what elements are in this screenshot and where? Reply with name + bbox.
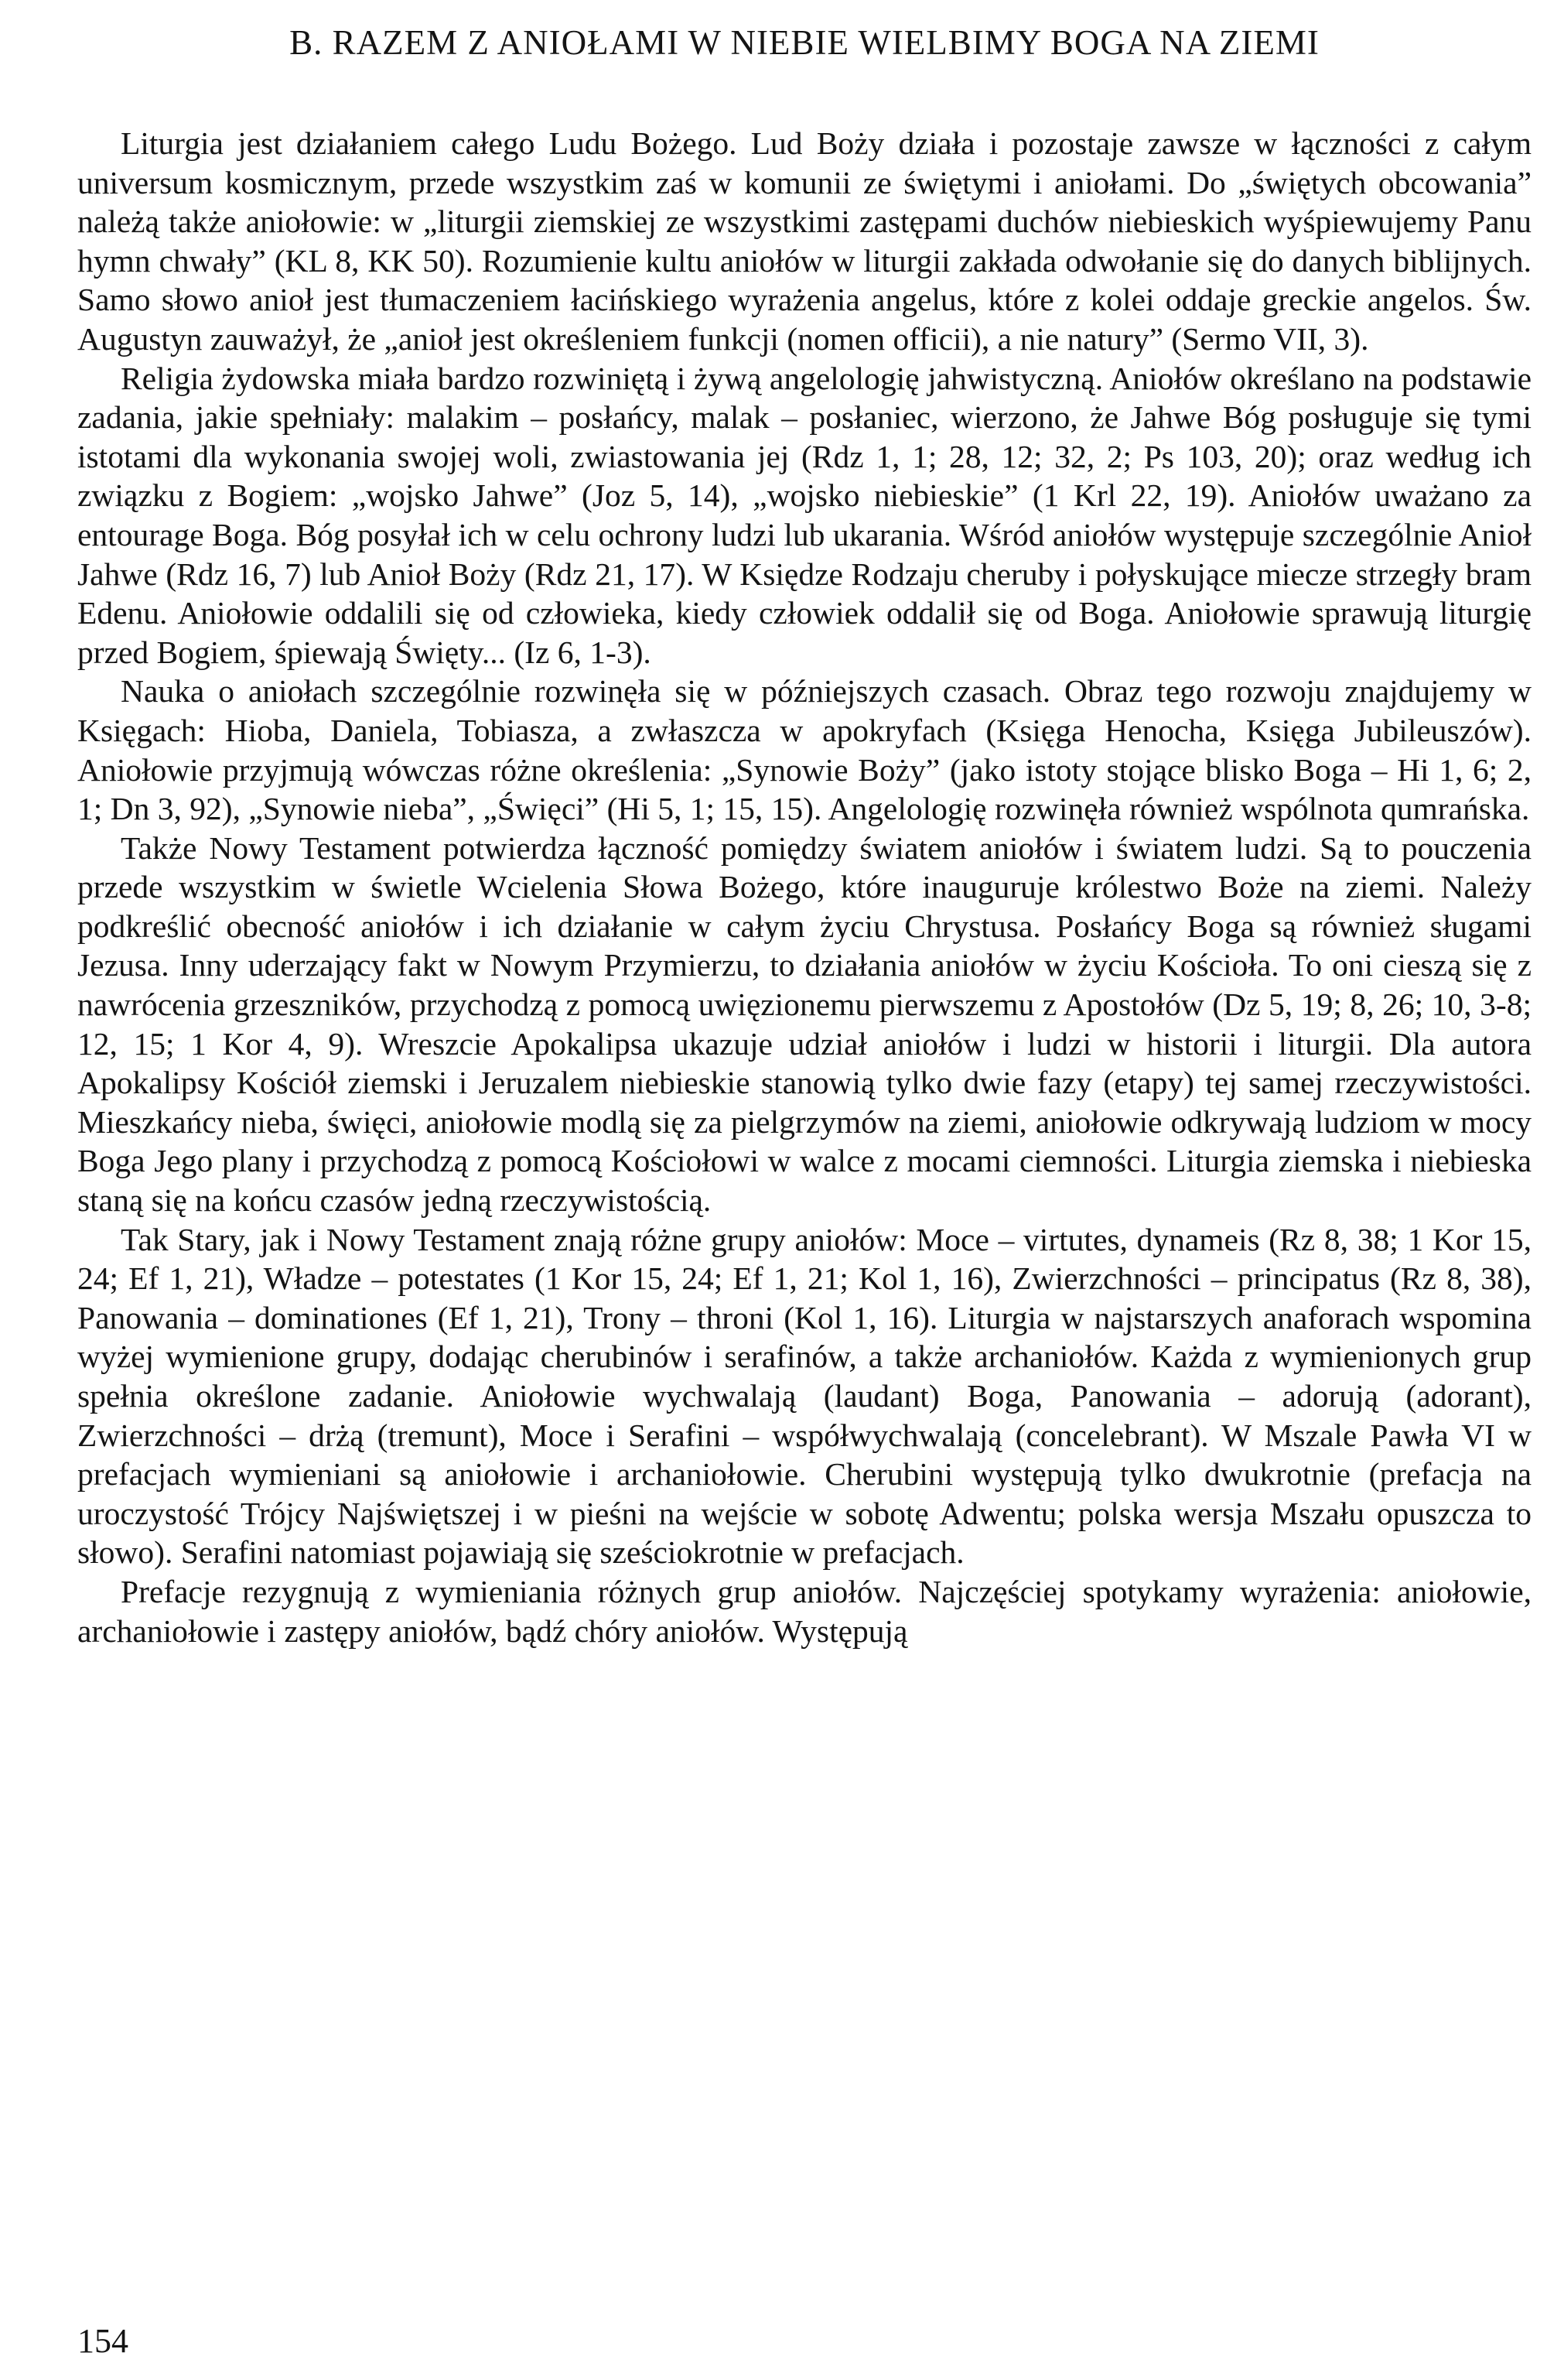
- paragraph-5: Tak Stary, jak i Nowy Testament znają różne grupy aniołów: Moce – virtutes, dynameis (Rz 8, 38; 1 Kor 15, 24; Ef 1, 21), Władze – potestates (1 Kor 15, 24; Ef 1, 21; Kol 1, 16), Zwierzchności – principatus (Rz 8, 38), Panowania – dominationes (Ef 1, 21), Trony – throni (Kol 1, 16). Liturgia w najstarszych anaforach wspomina wyżej wymienione grupy, dodając cherubinów i serafinów, a także archaniołów. Każda z wymienionych grup spełnia określone zadanie. Aniołowie wychwalają (laudant) Boga, Panowania – adorują (adorant), Zwierzchności – drżą (tremunt), Moce i Serafini – współwychwalają (concelebrant). W Mszale Pawła VI w prefacjach wymieniani są aniołowie i archaniołowie. Cherubini występują tylko dwukrotnie (prefacja na uroczystość Trójcy Najświętszej i w pieśni na wejście w sobotę Adwentu; polska wersja Mszału opuszcza to słowo). Serafini natomiast pojawiają się sześciokrotnie w prefacjach.: [77, 1221, 1532, 1571]
- paragraph-4: Także Nowy Testament potwierdza łączność pomiędzy światem aniołów i światem ludzi. Są to pouczenia przede wszystkim w świetle Wcielenia Słowa Bożego, które inauguruje królestwo Boże na ziemi. Należy podkreślić obecność aniołów i ich działanie w całym życiu Chrystusa. Posłańcy Boga są również sługami Jezusa. Inny uderzający fakt w Nowym Przymierzu, to działania aniołów w życiu Kościoła. To oni cieszą się z nawrócenia grzeszników, przychodzą z pomocą uwięzionemu pierwszemu z Apostołów (Dz 5, 19; 8, 26; 10, 3-8; 12, 15; 1 Kor 4, 9). Wreszcie Apokalipsa ukazuje udział aniołów i ludzi w historii i liturgii. Dla autora Apokalipsy Kościół ziemski i Jeruzalem niebieskie stanowią tylko dwie fazy (etapy) tej samej rzeczywistości. Mieszkańcy nieba, święci, aniołowie modlą się za pielgrzymów na ziemi, aniołowie odkrywają ludziom w mocy Boga Jego plany i przychodzą z pomocą Kościołowi w walce z mocami ciemności. Liturgia ziemska i niebieska staną się na końcu czasów jedną rzeczywistością.: [77, 829, 1532, 1219]
- document-page: [77, 22, 1532, 2358]
- body-text: [77, 124, 1532, 1650]
- paragraph-3: Nauka o aniołach szczególnie rozwinęła się w późniejszych czasach. Obraz tego rozwoju znajdujemy w Księgach: Hioba, Daniela, Tobiasza, a zwłaszcza w apokryfach (Księga Henocha, Księga Jubileuszów). Aniołowie przyjmują wówczas różne określenia: „Synowie Boży” (jako istoty stojące blisko Boga – Hi 1, 6; 2, 1; Dn 3, 92), „Synowie nieba”, „Święci” (Hi 5, 1; 15, 15). Angelologię rozwinęła również wspólnota qumrańska.: [77, 673, 1532, 827]
- page-number: 154: [77, 2322, 128, 2360]
- section-heading: B. RAZEM Z ANIOŁAMI W NIEBIE WIELBIMY BOGA NA ZIEMI: [289, 23, 1320, 62]
- paragraph-2: Religia żydowska miała bardzo rozwiniętą i żywą angelologię jahwistyczną. Aniołów określano na podstawie zadania, jakie spełniały: malakim – posłańcy, malak – posłaniec, wierzono, że Jahwe Bóg posługuje się tymi istotami dla wykonania swojej woli, zwiastowania jej (Rdz 1, 1; 28, 12; 32, 2; Ps 103, 20); oraz według ich związku z Bogiem: „wojsko Jahwe” (Joz 5, 14), „wojsko niebieskie” (1 Krl 22, 19). Aniołów uważano za entourage Boga. Bóg posyłał ich w celu ochrony ludzi lub ukarania. Wśród aniołów występuje szczególnie Anioł Jahwe (Rdz 16, 7) lub Anioł Boży (Rdz 21, 17). W Księdze Rodzaju cheruby i połyskujące miecze strzegły bram Edenu. Aniołowie oddalili się od człowieka, kiedy człowiek oddalił się od Boga. Aniołowie sprawują liturgię przed Bogiem, śpiewają Święty... (Iz 6, 1-3).: [77, 360, 1532, 670]
- paragraph-1: Liturgia jest działaniem całego Ludu Bożego. Lud Boży działa i pozostaje zawsze w łączności z całym universum kosmicznym, przede wszystkim zaś w komunii ze świętymi i aniołami. Do „świętych obcowania” należą także aniołowie: w „liturgii ziemskiej ze wszystkimi zastępami duchów niebieskich wyśpiewujemy Panu hymn chwały” (KL 8, KK 50). Rozumienie kultu aniołów w liturgii zakłada odwołanie się do danych biblijnych. Samo słowo anioł jest tłumaczeniem łacińskiego wyrażenia angelus, które z kolei oddaje greckie angelos. Św. Augustyn zauważył, że „anioł jest określeniem funkcji (nomen officii), a nie natury” (Sermo VII, 3).: [77, 125, 1532, 357]
- paragraph-6: Prefacje rezygnują z wymieniania różnych grup aniołów. Najczęściej spotykamy wyrażenia: aniołowie, archaniołowie i zastępy aniołów, bądź chóry aniołów. Występują: [77, 1573, 1532, 1649]
